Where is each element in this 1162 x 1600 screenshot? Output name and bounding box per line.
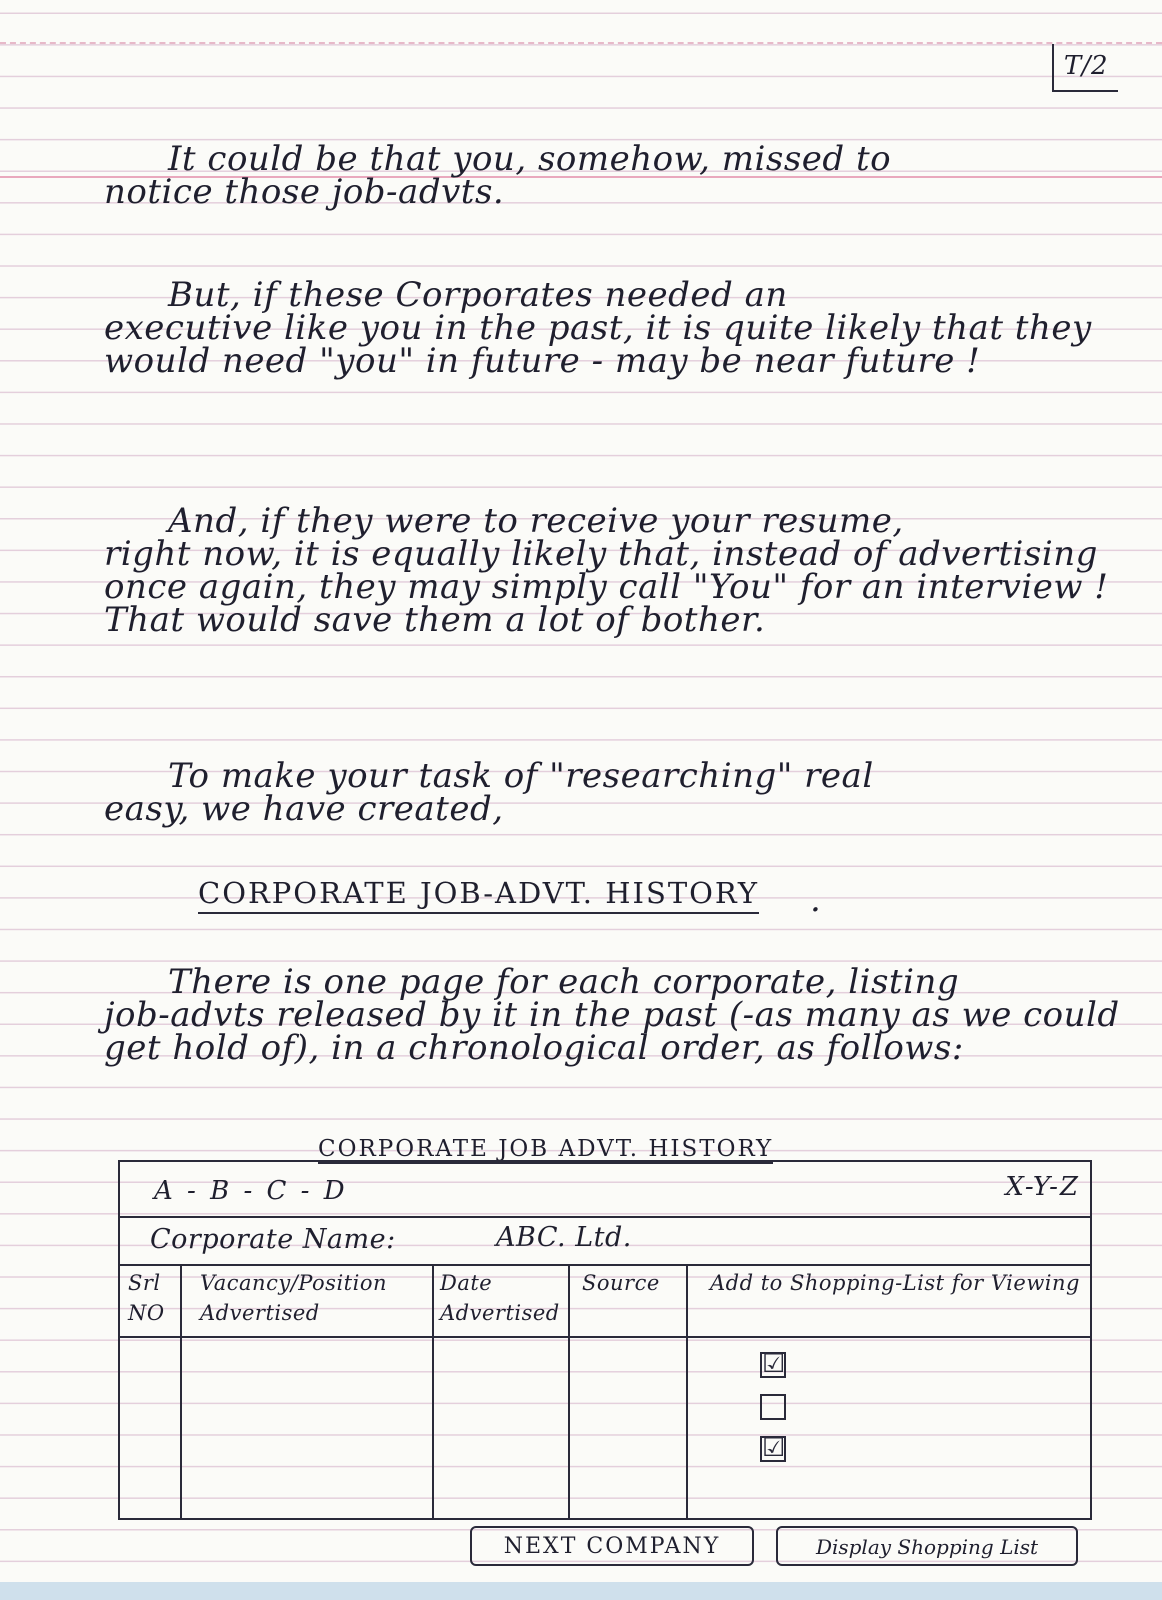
paragraph-1 [104, 139, 1134, 212]
paragraph-2-first-line: But, if these Corporates needed an [168, 275, 788, 315]
alphabet-index-row [120, 1162, 1090, 1218]
paragraph-4 [104, 756, 1134, 829]
column-header-source: Source [582, 1271, 660, 1295]
paragraph-2 [104, 275, 1134, 381]
section-heading-text: CORPORATE JOB-ADVT. HISTORY [198, 876, 760, 910]
alphabet-index-start[interactable]: A - B - C - D [154, 1176, 348, 1206]
column-divider [180, 1264, 182, 1518]
paragraph-3 [104, 501, 1134, 640]
mockup-title: CORPORATE JOB ADVT. HISTORY [318, 1136, 774, 1162]
paragraph-5-first-line: There is one page for each corporate, listing [168, 962, 960, 1002]
corporate-name-row [120, 1216, 1090, 1266]
section-heading [198, 876, 759, 914]
column-header-sr-no: Srl NO [128, 1271, 165, 1325]
shopping-checkbox-checked[interactable]: ☑ [762, 1349, 786, 1379]
corporate-name-value: ABC. Ltd. [496, 1222, 632, 1253]
paragraph-3-rest: right now, it is equally likely that, instead of advertising once again, they may simply call "You" for an interview ! That would save them a lot of bother. [104, 534, 1109, 640]
paragraph-4-rest: easy, we have created, [104, 789, 504, 829]
column-header-shopping: Add to Shopping-List for Viewing [710, 1271, 1080, 1295]
column-header-position: Vacancy/Position Advertised [200, 1271, 388, 1325]
bottom-edge-strip [0, 1582, 1162, 1600]
paragraph-4-first-line: To make your task of "researching" real [168, 756, 874, 796]
column-divider [686, 1264, 688, 1518]
column-header-date: Date Advertised [440, 1271, 560, 1325]
paragraph-1-rest: notice those job-advts. [104, 172, 505, 212]
heading-period: . [810, 880, 822, 920]
paragraph-1-first-line: It could be that you, somehow, missed to [168, 139, 892, 179]
alphabet-index-end[interactable]: X-Y-Z [1005, 1172, 1080, 1202]
paragraph-5 [104, 962, 1134, 1068]
column-divider [568, 1264, 570, 1518]
page-number-tag: T/2 [1052, 44, 1118, 92]
next-company-button[interactable]: NEXT COMPANY [470, 1526, 754, 1566]
shopping-checkbox-checked[interactable]: ☑ [762, 1433, 786, 1463]
job-advt-history-mockup [118, 1160, 1092, 1520]
paragraph-5-rest: job-advts released by it in the past (-as many as we could get hold of), in a chronological order, as follows: [104, 995, 1120, 1068]
paragraph-3-first-line: And, if they were to receive your resume, [168, 501, 904, 541]
display-shopping-list-button[interactable]: Display Shopping List [776, 1526, 1078, 1566]
column-divider [432, 1264, 434, 1518]
corporate-name-label: Corporate Name: [150, 1224, 396, 1255]
table-header-row [120, 1264, 1090, 1338]
paragraph-2-rest: executive like you in the past, it is quite likely that they would need "you" in future - may be near future ! [104, 308, 1092, 381]
shopping-checkbox-unchecked[interactable] [760, 1394, 786, 1420]
top-dashed-rule [0, 42, 1162, 44]
